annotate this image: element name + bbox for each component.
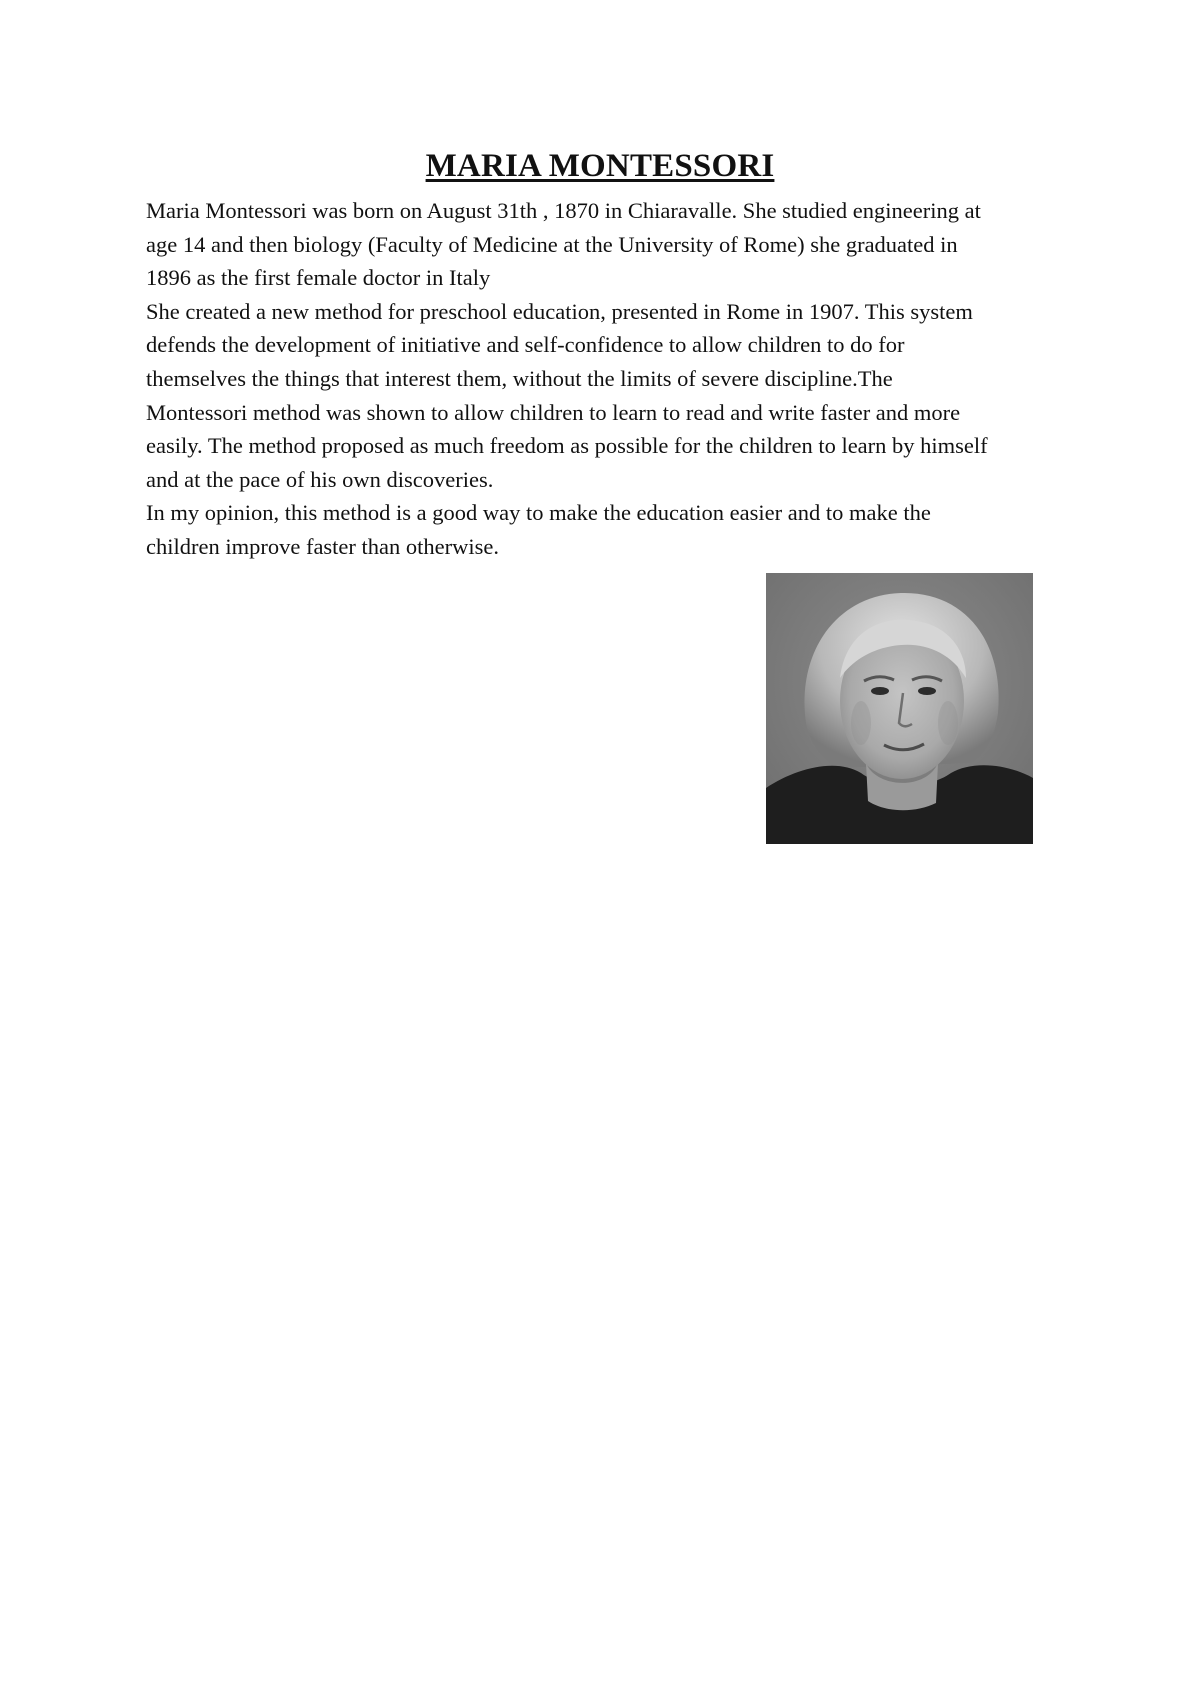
page-title: MARIA MONTESSORI	[425, 148, 775, 184]
text-line: children improve faster than otherwise.	[146, 533, 500, 559]
text-line: easily. The method proposed as much freedom as possible for the children to learn by himself	[146, 433, 988, 459]
text-line: themselves the things that interest them, without the limits of severe discipline.The	[146, 365, 893, 391]
cheek-shadow-right	[938, 701, 958, 745]
portrait-illustration	[766, 573, 1033, 844]
text-line: age 14 and then biology (Faculty of Medicine at the University of Rome) she graduated in	[146, 231, 958, 257]
text-line: and at the pace of his own discoveries.	[146, 466, 494, 492]
text-line: Maria Montessori was born on August 31th , 1870 in Chiaravalle. She studied engineering at	[146, 198, 981, 223]
portrait-photo	[766, 573, 1033, 844]
cheek-shadow-left	[851, 701, 871, 745]
text-line: defends the development of initiative and self-confidence to allow children to do for	[146, 332, 905, 358]
text-line: In my opinion, this method is a good way to make the education easier and to make the	[146, 500, 931, 526]
body-text	[146, 194, 1086, 564]
text-line: Montessori method was shown to allow children to learn to read and write faster and more	[146, 399, 961, 425]
text-line: She created a new method for preschool education, presented in Rome in 1907. This system	[146, 298, 973, 324]
text-line: 1896 as the first female doctor in Italy	[146, 265, 491, 291]
left-eye	[871, 687, 889, 695]
right-eye	[918, 687, 936, 695]
